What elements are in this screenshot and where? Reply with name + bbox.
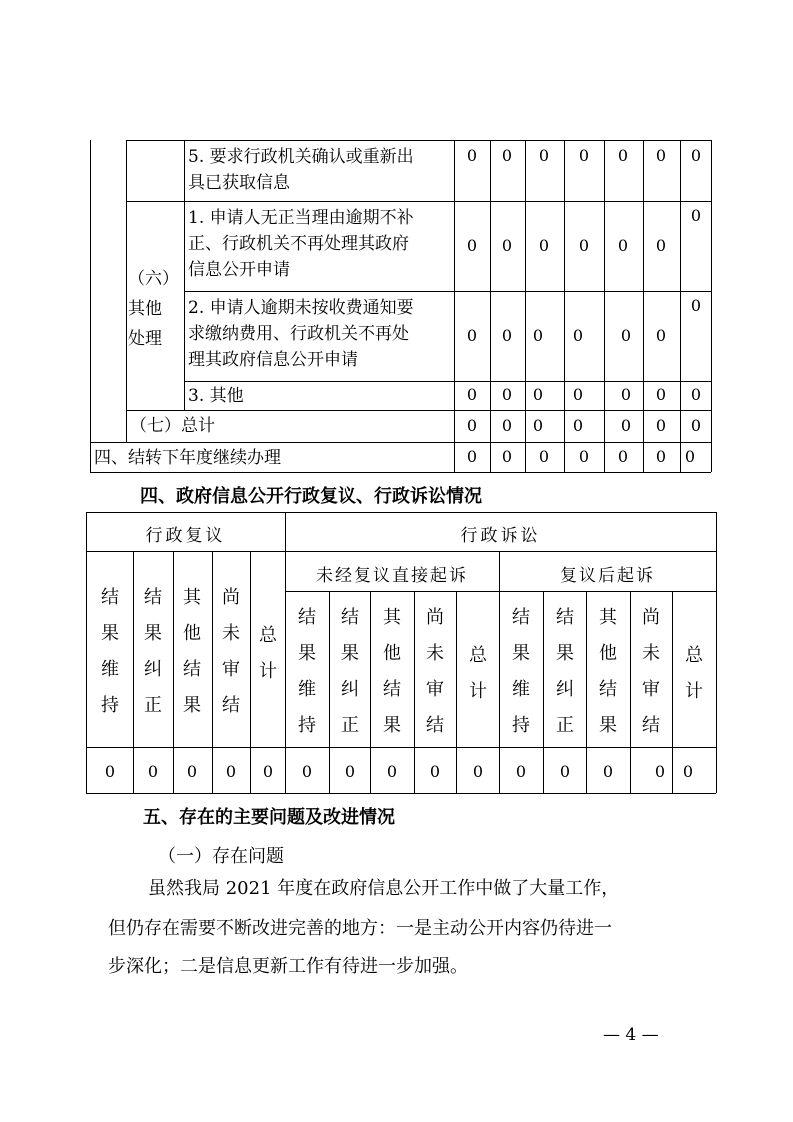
- col-header: 尚未审结: [642, 607, 660, 736]
- row63-cell: 0: [572, 385, 584, 404]
- review-value: 0: [301, 762, 313, 781]
- review-value: 0: [147, 762, 159, 781]
- col-header: 总计: [469, 645, 487, 702]
- row5-label: 5. 要求行政机关确认或重新出 具已获取信息: [188, 147, 414, 193]
- row61-cell: 0: [690, 206, 702, 225]
- row62-cell: 0: [620, 326, 632, 345]
- row62-cell: 0: [501, 326, 513, 345]
- total-cell: 0: [532, 416, 544, 435]
- review-value: 0: [186, 762, 198, 781]
- row62-label: 2. 申请人逾期未按收费通知要 求缴纳费用、行政机关不再处 理其政府信息公开申请: [188, 298, 414, 370]
- col-header: 其他结果: [383, 607, 401, 736]
- row62-cell: 0: [690, 296, 702, 315]
- total-cell: 0: [655, 416, 667, 435]
- carry-label: 四、结转下年度继续办理: [94, 448, 281, 468]
- admin-review-header: 行政复议: [145, 526, 226, 546]
- carry-cell: 0: [655, 447, 667, 466]
- row61-cell: 0: [501, 236, 513, 255]
- col-header: 结果维持: [512, 607, 530, 736]
- review-value: 0: [602, 762, 614, 781]
- section4-title: 四、政府信息公开行政复议、行政诉讼情况: [140, 486, 482, 507]
- row63-cell: 0: [620, 385, 632, 404]
- review-value: 0: [429, 762, 441, 781]
- after-review-header: 复议后起诉: [560, 566, 655, 586]
- review-value: 0: [386, 762, 398, 781]
- review-value: 0: [472, 762, 484, 781]
- body-paragraph-line: 但仍存在需要不断改进完善的地方：一是主动公开内容仍待进一: [108, 918, 612, 939]
- row63-label: 3. 其他: [188, 386, 244, 406]
- review-value: 0: [559, 762, 571, 781]
- row5-cell: 0: [538, 146, 550, 165]
- review-value: 0: [344, 762, 356, 781]
- row61-label: 1. 申请人无正当理由逾期不补 正、行政机关不再处理其政府 信息公开申请: [188, 208, 414, 280]
- row5-cell: 0: [501, 146, 513, 165]
- carry-cell: 0: [578, 447, 590, 466]
- row63-cell: 0: [466, 385, 478, 404]
- row5-cell: 0: [617, 146, 629, 165]
- total-cell: 0: [501, 416, 513, 435]
- group6-label: （六） 其他 处理: [128, 269, 179, 349]
- col-header: 其他结果: [183, 587, 201, 716]
- row61-cell: 0: [617, 236, 629, 255]
- body-paragraph-line: 虽然我局 2021 年度在政府信息公开工作中做了大量工作，: [148, 878, 620, 899]
- carry-cell: 0: [538, 447, 550, 466]
- direct-suit-header: 未经复议直接起诉: [316, 566, 468, 586]
- review-value: 0: [225, 762, 237, 781]
- row62-cell: 0: [572, 326, 584, 345]
- col-header: 结果纠正: [556, 607, 574, 736]
- review-value: 0: [682, 762, 694, 781]
- row62-cell: 0: [466, 326, 478, 345]
- row5-cell: 0: [655, 146, 667, 165]
- total-cell: 0: [466, 416, 478, 435]
- carry-cell: 0: [466, 447, 478, 466]
- col-header: 结果维持: [298, 607, 316, 736]
- total-label: （七）总计: [130, 416, 215, 436]
- row62-cell: 0: [532, 326, 544, 345]
- total-cell: 0: [690, 416, 702, 435]
- section5-title: 五、存在的主要问题及改进情况: [143, 807, 395, 828]
- col-header: 结果纠正: [341, 607, 359, 736]
- row5-cell: 0: [690, 146, 702, 165]
- review-value: 0: [104, 762, 116, 781]
- row63-cell: 0: [655, 385, 667, 404]
- col-header: 结果维持: [101, 587, 119, 716]
- carry-cell: 0: [501, 447, 513, 466]
- col-header: 总计: [259, 625, 277, 682]
- col-header: 结果纠正: [144, 587, 162, 716]
- row61-cell: 0: [538, 236, 550, 255]
- row63-cell: 0: [501, 385, 513, 404]
- row63-cell: 0: [690, 385, 702, 404]
- col-header: 总计: [685, 645, 703, 702]
- row5-cell: 0: [578, 146, 590, 165]
- col-header: 尚未审结: [222, 587, 240, 716]
- row62-cell: 0: [655, 326, 667, 345]
- admin-litigation-header: 行政诉讼: [460, 526, 541, 546]
- page-number: — 4 —: [603, 1025, 659, 1045]
- total-cell: 0: [572, 416, 584, 435]
- col-header: 其他结果: [599, 607, 617, 736]
- subsection1-title: （一）存在问题: [158, 846, 284, 867]
- review-value: 0: [262, 762, 274, 781]
- col-header: 尚未审结: [426, 607, 444, 736]
- row5-cell: 0: [466, 146, 478, 165]
- carry-cell: 0: [684, 447, 696, 466]
- row61-cell: 0: [466, 236, 478, 255]
- row61-cell: 0: [578, 236, 590, 255]
- review-value: 0: [654, 762, 666, 781]
- review-value: 0: [515, 762, 527, 781]
- body-paragraph-line: 步深化；二是信息更新工作有待进一步加强。: [108, 956, 468, 977]
- total-cell: 0: [620, 416, 632, 435]
- carry-cell: 0: [617, 447, 629, 466]
- row61-cell: 0: [655, 236, 667, 255]
- row63-cell: 0: [532, 385, 544, 404]
